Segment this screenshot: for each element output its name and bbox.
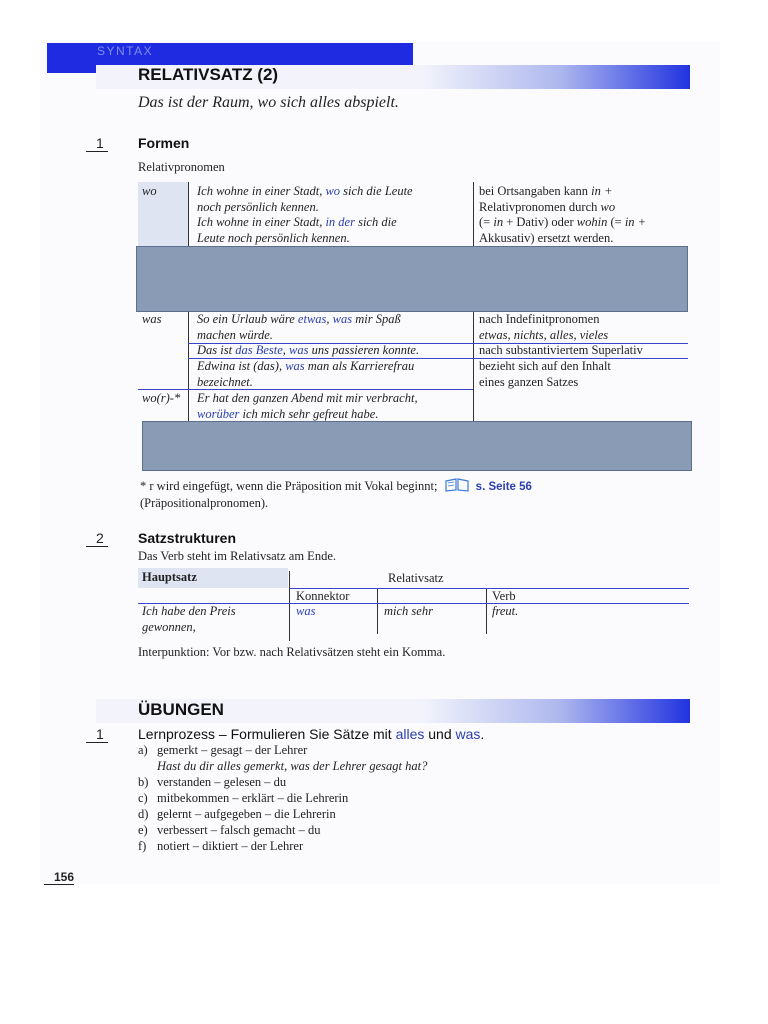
text-segment: , (326, 312, 333, 326)
exercise-item-text: notiert – diktiert – der Lehrer (157, 839, 304, 853)
exercise-item (138, 791, 348, 806)
text-segment: in + (591, 184, 613, 198)
section-heading-formen: Formen (138, 135, 190, 151)
text-segment: Das ist (197, 343, 236, 357)
exercise-item (138, 743, 307, 758)
exercise-number-1: 1 (86, 726, 108, 743)
example-was-1 (197, 312, 401, 343)
note-was-3 (479, 359, 611, 390)
redaction-box (142, 421, 692, 471)
text-segment: bei Ortsangaben kann (479, 184, 592, 198)
exercise-item-text: gelernt – aufgegeben – die Lehrerin (157, 807, 336, 821)
note-was-1 (479, 312, 608, 343)
exercise-item-label: c) (138, 791, 148, 805)
text-segment: uns passieren konnte. (308, 343, 420, 357)
example-was-2 (197, 343, 419, 359)
highlight-text: was (289, 343, 309, 357)
text-segment: So ein Urlaub wäre (197, 312, 298, 326)
section-heading-satzstrukturen: Satzstrukturen (138, 530, 237, 546)
example-was-3 (197, 359, 414, 390)
section-tag: SYNTAX (97, 44, 154, 58)
page-title: RELATIVSATZ (2) (138, 65, 279, 84)
exercise-item (138, 807, 336, 822)
text-segment: nach substantiviertem Superlativ (479, 343, 643, 357)
page-reference-link[interactable]: s. Seite 56 (475, 481, 532, 493)
pronoun-wo: wo (142, 184, 157, 198)
main-clause: Ich habe den Preis gewonnen, (142, 604, 236, 634)
text-segment: Relativpronomen durch (479, 199, 601, 214)
text-segment: + Dativ) oder (503, 215, 577, 229)
highlight-text: was (332, 312, 353, 326)
connector-value: was (296, 604, 316, 618)
exercise-item-text: Hast du dir alles gemerkt, was der Lehrer gesagt hat? (157, 759, 428, 773)
text-segment: man als Karrierefrau (304, 359, 415, 373)
text-segment: wo (600, 199, 616, 214)
exercise-item-label: b) (138, 775, 149, 789)
text-segment: bezeichnet. (197, 374, 253, 389)
text-segment: Er hat den ganzen Abend mit mir verbracht, (197, 391, 418, 405)
subheading-relativpronomen: Relativpronomen (138, 160, 225, 174)
middle-field: mich sehr (384, 604, 433, 618)
highlight-text: worüber (197, 406, 240, 421)
text-segment: Leute noch persönlich kennen. (197, 230, 350, 245)
text-segment: in (493, 215, 504, 229)
text-segment: (= (479, 215, 494, 229)
verb-value: freut. (492, 604, 519, 618)
note-was-2 (479, 343, 643, 359)
text-segment: , (282, 343, 290, 357)
footnote-text: * r wird eingefügt, wenn die Präposition mit Vokal beginnt; (140, 479, 438, 493)
footnote-text-2: (Präpositionalpronomen). (140, 495, 269, 510)
text-segment: Akkusativ) ersetzt werden. (479, 230, 614, 245)
subheader-konnektor: Konnektor (296, 589, 350, 603)
example-wo (197, 184, 413, 246)
text-segment: machen würde. (197, 327, 273, 342)
table-divider (289, 571, 290, 641)
section-number-2: 2 (86, 530, 108, 547)
page-subtitle: Das ist der Raum, wo sich alles abspielt. (138, 94, 399, 111)
text-segment: (= (607, 215, 625, 229)
exercise-item-label: e) (138, 823, 148, 837)
text-segment: in + (624, 215, 647, 229)
redaction-box (136, 246, 688, 312)
note-wo (479, 184, 646, 246)
highlight-text: was (285, 359, 305, 373)
highlight-text: wo (325, 184, 341, 198)
exercise-item (138, 823, 320, 838)
subheader-verb: Verb (492, 589, 516, 603)
exercise-item-label: d) (138, 807, 149, 821)
exercise-item-label: f) (138, 839, 147, 853)
pronoun-was: was (142, 312, 162, 326)
highlight-text: das Beste (235, 343, 283, 357)
exercise-task: Lernprozess – Formulieren Sie Sätze mit alles und was. (138, 726, 485, 742)
col-header-relativsatz: Relativsatz (388, 571, 444, 585)
text-segment: nach Indefinitpronomen (479, 312, 600, 326)
exercise-item-text: gemerkt – gesagt – der Lehrer (157, 743, 308, 757)
text-segment: sich die (354, 215, 397, 229)
exercise-item (138, 839, 303, 854)
text-segment: mir Spaß (352, 312, 401, 326)
text-segment: ich mich sehr gefreut habe. (239, 406, 379, 421)
text-segment: etwas, nichts, alles, vieles (479, 327, 609, 342)
exercise-item-text: mitbekommen – erklärt – die Lehrerin (157, 791, 349, 805)
highlight-text: in der (325, 215, 355, 229)
pronoun-wor: wo(r)-* (142, 391, 181, 405)
book-reference-icon (445, 478, 469, 492)
text-segment: bezieht sich auf den Inhalt (479, 359, 611, 373)
exercise-item-text: verbessert – falsch gemacht – du (157, 823, 321, 837)
exercise-item (138, 775, 286, 790)
text-segment: sich die Leute (340, 184, 413, 198)
text-segment: noch persönlich kennen. (197, 199, 319, 214)
text-segment: Edwina ist (das), (197, 359, 286, 373)
exercise-item-label: a) (138, 743, 148, 757)
col-header-hauptsatz: Hauptsatz (142, 570, 197, 584)
exercise-item (138, 759, 427, 774)
footnote (140, 478, 532, 511)
text-segment: eines ganzen Satzes (479, 374, 579, 389)
section-number-1: 1 (86, 135, 108, 152)
section-intro: Das Verb steht im Relativsatz am Ende. (138, 549, 336, 563)
page-number: 156 (44, 870, 74, 884)
punctuation-note: Interpunktion: Vor bzw. nach Relativsätzen steht ein Komma. (138, 645, 446, 659)
table-divider (377, 588, 378, 634)
table-divider (486, 588, 487, 634)
exercises-title: ÜBUNGEN (138, 700, 224, 719)
example-wor (197, 391, 418, 422)
exercise-item-text: verstanden – gelesen – du (157, 775, 287, 789)
text-segment: Ich wohne in einer Stadt, (197, 215, 326, 229)
text-segment: Ich wohne in einer Stadt, (197, 184, 326, 198)
highlight-text: etwas (297, 312, 327, 326)
text-segment: wohin (576, 215, 608, 229)
